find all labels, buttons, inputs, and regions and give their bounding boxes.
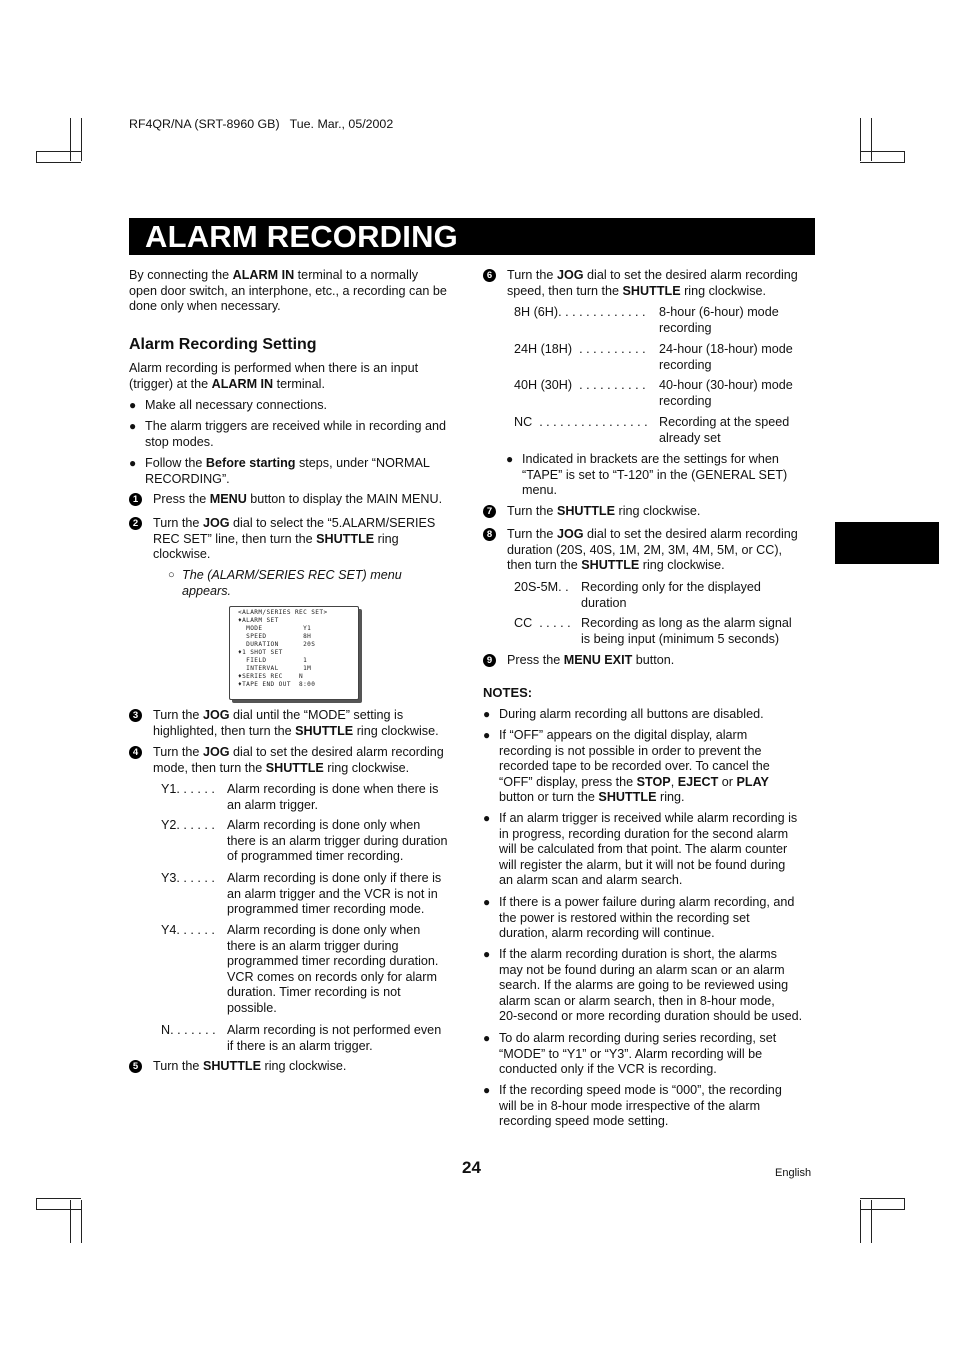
note-item [483, 1031, 818, 1079]
step-8 [483, 527, 818, 575]
bullet-dot: ● [129, 419, 137, 433]
step-bold: JOG [202, 745, 230, 759]
speed-desc-line: already set [659, 430, 721, 445]
speed-desc-line: 24-hour (18-hour) mode [659, 342, 793, 356]
step-text-part: speed, then turn the [507, 283, 623, 298]
speed-def-8h [514, 305, 814, 337]
note-line: recording is not possible in order to prevent the [499, 743, 762, 758]
step-text-part: ring clockwise. [261, 1059, 347, 1073]
duration-def-cc [514, 616, 814, 648]
step-text-part: dial to set the desired alarm recording [229, 745, 444, 759]
section-heading: Alarm Recording Setting [129, 336, 317, 353]
bullet-dot: ● [483, 947, 491, 961]
step-text [507, 268, 817, 299]
note-line: will register the alarm, but it will not be found during [499, 857, 786, 872]
note-line: If there is a power failure during alarm recording, and [499, 895, 795, 909]
step-2-result [168, 568, 468, 600]
intro-paragraph [129, 268, 459, 315]
note-line: To do alarm recording during series recording, set [499, 1031, 777, 1045]
note-line: recording speed mode setting. [499, 1114, 669, 1129]
step-text [507, 527, 817, 574]
result-line: The (ALARM/SERIES REC SET) menu [182, 568, 402, 582]
setting-bold: ALARM IN [211, 376, 274, 391]
bullet-dot: ● [483, 707, 491, 721]
note-line: duration, alarm recording will continue. [499, 926, 715, 941]
intro-text: By connecting the [129, 268, 233, 282]
mode-def-y2 [161, 818, 461, 866]
note-item [483, 1083, 818, 1131]
speed-desc-line: recording [659, 393, 712, 408]
note-line: ring. [656, 790, 685, 805]
bullet-dot: ● [483, 1083, 491, 1097]
duration-desc-line: is being input (minimum 5 seconds) [581, 631, 780, 646]
duration-key: 20S-5M. . [514, 580, 569, 594]
mode-desc-line: Alarm recording is not performed even [227, 1023, 442, 1037]
step-text-part: ring clockwise. [353, 723, 439, 738]
note-line: may not be found during an alarm scan or an alarm [499, 962, 785, 977]
step-text [153, 492, 473, 508]
step-text-part: dial until the “MODE” setting is [229, 708, 404, 722]
bullet-dot: ● [483, 895, 491, 909]
step-text [153, 708, 473, 739]
speed-def-40h [514, 378, 814, 410]
step-text-part: duration (20S, 40S, 1M, 2M, 3M, 4M, 5M, or CC), [507, 542, 783, 557]
bullet-text [522, 452, 787, 499]
note-line: the power is restored within the recording set [499, 910, 750, 925]
note-line: , [670, 774, 678, 789]
note-bold: SHUTTLE [598, 790, 657, 805]
note-line: or [718, 774, 737, 789]
crop-mark-bottom-right-h [860, 1198, 905, 1210]
step-text-part: then turn the [507, 558, 582, 573]
speed-note [506, 452, 811, 500]
speed-desc-line: recording [659, 357, 712, 372]
step-2 [129, 516, 469, 564]
bullet-line: Follow the [145, 456, 206, 470]
step-text-part: ring clockwise. [639, 558, 725, 573]
bullet-line: “TAPE” is set to “T-120” in the (GENERAL SET) [522, 467, 788, 482]
note-bold: PLAY [736, 774, 769, 789]
speed-desc [659, 305, 809, 336]
step-bold: SHUTTLE [316, 531, 375, 546]
mode-def-n [161, 1023, 461, 1055]
bullet-dot: ● [483, 728, 491, 742]
mode-def-y4 [161, 923, 461, 1019]
note-line: 20-second or more recording duration should be used. [499, 1009, 803, 1024]
speed-key: 24H (18H) . . . . . . . . . . [514, 342, 646, 356]
step-number-badge: 9 [483, 654, 496, 667]
hollow-circle-icon: ○ [168, 569, 175, 581]
step-text-part: Turn the [507, 504, 557, 518]
notes-heading: NOTES: [483, 685, 533, 700]
step-number-badge: 1 [129, 493, 142, 506]
bullet-text: Make all necessary connections. [145, 398, 328, 412]
note-bold: STOP [636, 774, 671, 789]
note-bold: EJECT [677, 774, 719, 789]
step-text-part: REC SET” line, then turn the [153, 531, 317, 546]
mode-def-y1 [161, 782, 461, 814]
speed-def-nc [514, 415, 814, 447]
mode-desc-line: Alarm recording is done only when [227, 818, 421, 832]
note-text [499, 1031, 776, 1078]
note-line: search. If the alarms are going to be reviewed using [499, 978, 789, 993]
step-text-part: clockwise. [153, 547, 211, 562]
mode-desc [227, 871, 462, 918]
step-text-part: Turn the [507, 527, 557, 541]
crop-mark-bottom-left-h [36, 1198, 81, 1210]
step-text-part: highlighted, then turn the [153, 723, 296, 738]
mode-desc-line: Alarm recording is done only if there is [227, 871, 442, 885]
step-text [153, 1059, 473, 1075]
note-item [483, 895, 818, 943]
mode-desc-line: VCR comes on records only for alarm [227, 969, 437, 984]
step-bold: JOG [202, 516, 230, 530]
mode-desc-line: if there is an alarm trigger. [227, 1038, 373, 1053]
bullet-dot: ● [129, 456, 137, 470]
duration-key: CC . . . . . [514, 616, 571, 630]
bullet-line: The alarm triggers are received while in recording and [145, 419, 446, 433]
bullet-bold: Before starting [205, 456, 296, 470]
step-text-part: Turn the [507, 268, 557, 282]
mode-key: Y2. . . . . . [161, 818, 215, 832]
mode-desc-line: programmed timer recording duration. [227, 954, 439, 969]
speed-desc [659, 415, 809, 446]
step-text-part: Press the [153, 492, 210, 506]
step-text [507, 653, 817, 669]
setting-description [129, 361, 459, 392]
duration-desc-line: Recording as long as the alarm signal [581, 616, 792, 630]
note-item [483, 728, 818, 808]
note-line: button or turn the [499, 790, 599, 805]
mode-desc [227, 818, 462, 865]
step-6 [483, 268, 818, 300]
mode-desc-line: there is an alarm trigger during [227, 938, 399, 953]
step-bold: SHUTTLE [556, 504, 616, 518]
bullet-dot: ● [483, 811, 491, 825]
speed-def-24h [514, 342, 814, 374]
step-number-badge: 8 [483, 528, 496, 541]
setting-text: Alarm recording is performed when there is an input [129, 361, 419, 375]
mode-key: N. . . . . . . [161, 1023, 216, 1037]
note-line: If the recording speed mode is “000”, the recording [499, 1083, 782, 1097]
step-number-badge: 4 [129, 746, 142, 759]
step-text-part: dial to select the “5.ALARM/SERIES [229, 516, 436, 530]
intro-text: open door switch, an interphone, etc., a recording can be [129, 283, 447, 298]
page-title: ALARM RECORDING [145, 219, 458, 254]
mode-key: Y1. . . . . . [161, 782, 215, 796]
speed-desc-line: 8-hour (6-hour) mode [659, 305, 779, 319]
bullet-dot: ● [129, 398, 137, 412]
mode-key: Y3. . . . . . [161, 871, 215, 885]
step-text-part: ring clockwise. [615, 504, 701, 518]
note-line: If an alarm trigger is received while alarm recording is [499, 811, 798, 825]
language-label: English [775, 1167, 812, 1179]
step-text [507, 504, 817, 520]
bullet-line: stop modes. [145, 434, 214, 449]
step-text-part: mode, then turn the [153, 760, 266, 775]
step-bold: MENU EXIT [563, 653, 633, 667]
step-bold: SHUTTLE [295, 723, 354, 738]
note-text [499, 895, 794, 942]
step-number-badge: 2 [129, 517, 142, 530]
step-text-part: button to display the MAIN MENU. [246, 492, 443, 506]
step-bold: JOG [556, 268, 584, 282]
speed-desc [659, 378, 809, 409]
step-bold: MENU [209, 492, 247, 506]
note-line: an alarm scan and alarm search. [499, 873, 683, 888]
bullet-line: RECORDING”. [145, 471, 230, 486]
step-text-part: dial to set the desired alarm recording [583, 527, 798, 541]
note-line: “MODE” to “Y1” or “Y3”. Alarm recording will be [499, 1046, 763, 1061]
menu-screen-illustration [229, 606, 359, 700]
step-text-part: ring clockwise. [680, 283, 766, 298]
bullet-item [129, 419, 469, 451]
speed-desc [659, 342, 809, 373]
menu-screen-text: <ALARM/SERIES REC SET> ♦ALARM SET MODE Y1 SPEED 8H DURATION 20S ♦1 SHOT SET FIELD 1 INTERVAL 1M ♦SERIES REC N ♦TAPE END OUT 8:00 [238, 609, 328, 688]
step-text-part: ring [374, 531, 399, 546]
crop-mark-top-left-h [36, 151, 81, 163]
step-bold: JOG [202, 708, 230, 722]
step-text-part: Turn the [153, 1059, 203, 1073]
duration-desc [581, 616, 811, 647]
intro-text: terminal to a normally [294, 268, 419, 282]
print-header: RF4QR/NA (SRT-8960 GB) Tue. Mar., 05/2002 [129, 117, 394, 131]
mode-desc-line: duration. Timer recording is not [227, 985, 401, 1000]
step-bold: SHUTTLE [581, 558, 640, 573]
step-text-part: button. [632, 653, 675, 667]
step-text-part: dial to set the desired alarm recording [583, 268, 798, 282]
step-number-badge: 5 [129, 1060, 142, 1073]
mode-def-y3 [161, 871, 461, 919]
intro-text: done only when necessary. [129, 299, 281, 314]
intro-bold: ALARM IN [232, 268, 295, 282]
step-text-part: Turn the [153, 516, 203, 530]
duration-def-20s-5m [514, 580, 814, 612]
mode-desc [227, 1023, 462, 1054]
bullet-line: Indicated in brackets are the settings for when [522, 452, 779, 466]
step-3 [129, 708, 469, 740]
mode-desc-line: an alarm trigger. [227, 797, 318, 812]
step-text-part: Turn the [153, 708, 203, 722]
mode-desc-line: there is an alarm trigger during duration [227, 833, 448, 848]
mode-desc-line: programmed timer recording mode. [227, 902, 425, 917]
note-text [499, 728, 770, 806]
duration-desc-line: duration [581, 595, 627, 610]
step-number-badge: 3 [129, 709, 142, 722]
result-text [182, 568, 402, 599]
bullet-dot: ● [483, 1031, 491, 1045]
step-number-badge: 6 [483, 269, 496, 282]
mode-desc-line: Alarm recording is done when there is [227, 782, 439, 796]
note-line: in progress, recording duration for the second alarm [499, 826, 789, 841]
note-item [483, 947, 818, 1027]
result-line: appears. [182, 583, 232, 598]
step-bold: SHUTTLE [202, 1059, 262, 1073]
note-line: alarm scan or alarm search, then in 8-hour mode, [499, 993, 775, 1008]
duration-desc [581, 580, 811, 611]
section-tab [835, 522, 939, 564]
step-text [153, 516, 473, 563]
note-line: conducted only if the VCR is recording. [499, 1062, 717, 1077]
bullet-dot: ● [506, 452, 514, 466]
speed-desc-line: recording [659, 320, 712, 335]
step-bold: SHUTTLE [265, 760, 324, 775]
bullet-item [129, 456, 469, 488]
title-bar [129, 218, 815, 255]
note-line: will be in 8-hour mode irrespective of the alarm [499, 1098, 761, 1113]
note-line: will be calculated from that point. The alarm counter [499, 842, 788, 857]
step-bold: JOG [556, 527, 584, 541]
mode-desc [227, 782, 462, 813]
note-item [483, 811, 818, 891]
mode-desc-line: of programmed timer recording. [227, 849, 404, 864]
note-line: If “OFF” appears on the digital display, alarm [499, 728, 748, 742]
mode-desc-line: an alarm trigger and the VCR is not in [227, 886, 438, 901]
bullet-text [145, 456, 430, 487]
note-line: If the alarm recording duration is short, the alarms [499, 947, 777, 961]
mode-desc [227, 923, 462, 1017]
mode-key: Y4. . . . . . [161, 923, 215, 937]
note-text [499, 1083, 782, 1130]
step-text-part: Turn the [153, 745, 203, 759]
speed-desc-line: Recording at the speed [659, 415, 790, 429]
note-text: During alarm recording all buttons are disabled. [499, 707, 764, 721]
speed-key: 40H (30H) . . . . . . . . . . [514, 378, 646, 392]
speed-key: NC . . . . . . . . . . . . . . . . [514, 415, 648, 429]
bullet-line: menu. [522, 483, 558, 498]
note-line: “OFF” display, press the [499, 774, 637, 789]
note-text [499, 811, 797, 889]
bullet-line: steps, under “NORMAL [295, 456, 430, 470]
step-bold: SHUTTLE [622, 283, 681, 298]
step-text-part: ring clockwise. [323, 760, 410, 775]
speed-key: 8H (6H). . . . . . . . . . . . . [514, 305, 646, 319]
step-number-badge: 7 [483, 505, 496, 518]
note-line: recorded tape to be recorded over. To cancel the [499, 759, 770, 774]
step-text [153, 745, 473, 776]
mode-desc-line: Alarm recording is done only when [227, 923, 421, 937]
step-4 [129, 745, 469, 777]
bullet-text [145, 419, 446, 450]
note-text [499, 947, 802, 1025]
mode-desc-line: possible. [227, 1000, 277, 1015]
setting-text: (trigger) at the [129, 376, 212, 391]
crop-mark-top-right-h [860, 151, 905, 163]
setting-text: terminal. [273, 376, 325, 391]
page-number: 24 [462, 1158, 481, 1177]
speed-desc-line: 40-hour (30-hour) mode [659, 378, 793, 392]
duration-desc-line: Recording only for the displayed [581, 580, 761, 594]
step-text-part: Press the [507, 653, 564, 667]
